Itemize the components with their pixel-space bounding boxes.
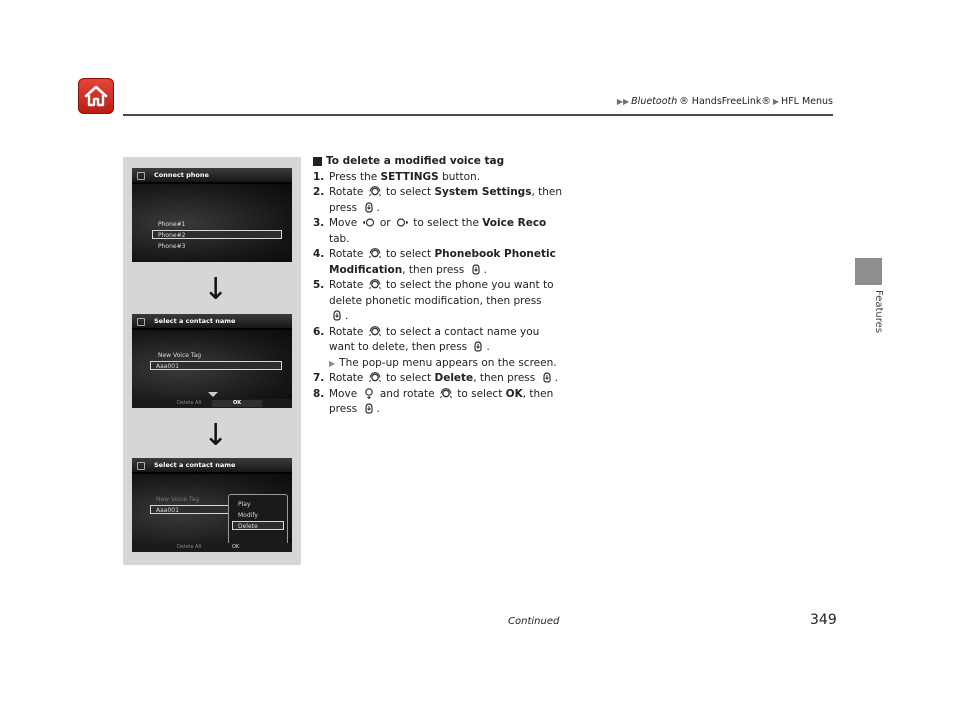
- step-text: Rotate: [329, 279, 367, 291]
- step-text: want to delete, then press: [329, 341, 471, 353]
- screen-header: [132, 314, 292, 328]
- step-2: [313, 185, 563, 216]
- enter-press-icon: [470, 264, 482, 275]
- step-keyword: SETTINGS: [380, 170, 439, 183]
- step-number: 3.: [313, 217, 325, 229]
- screenshot-panel: [123, 157, 301, 565]
- delete-all-button[interactable]: Delete All: [177, 400, 202, 406]
- step-keyword: OK: [505, 387, 523, 400]
- list-item[interactable]: New Voice Tag: [158, 352, 202, 359]
- step-number: 2.: [313, 186, 325, 198]
- enter-press-icon: [363, 403, 375, 414]
- header-rule: [123, 114, 833, 116]
- ok-button[interactable]: OK: [212, 400, 262, 407]
- section-tab-label: Features: [873, 290, 884, 333]
- page-number: 349: [810, 612, 837, 628]
- enter-press-icon: [541, 372, 553, 383]
- step-8: [313, 387, 563, 418]
- breadcrumb-hfl-menus[interactable]: HFL Menus: [781, 96, 833, 107]
- step-keyword: System Settings: [434, 186, 532, 198]
- step-text: to select a contact name you: [382, 325, 540, 338]
- screen-footer: [132, 543, 292, 552]
- down-arrow-icon: ↓: [203, 418, 229, 453]
- step-1: [313, 170, 563, 186]
- screen-select-contact: [132, 314, 292, 408]
- continued-label: Continued: [508, 616, 560, 627]
- step-text: .: [483, 263, 487, 276]
- screen-footer: [132, 399, 292, 408]
- popup-item-play[interactable]: Play: [238, 501, 251, 508]
- step-6: [313, 325, 563, 356]
- step-text: Move: [329, 217, 361, 229]
- step-3: [313, 216, 563, 247]
- step-number: 4.: [313, 248, 325, 260]
- breadcrumb-bluetooth[interactable]: Bluetooth: [631, 96, 678, 107]
- move-down-icon: [363, 388, 375, 399]
- step-text: Rotate: [329, 248, 367, 260]
- step-keyword: Phonebook Phonetic: [434, 248, 556, 260]
- step-4: [313, 247, 563, 278]
- screen-connect-phone: [132, 168, 292, 262]
- step-text: .: [345, 310, 349, 322]
- enter-press-icon: [472, 341, 484, 352]
- step-text: Press the: [329, 170, 381, 183]
- settings-icon: [137, 172, 145, 180]
- step-number: 6.: [313, 325, 325, 338]
- step-text: to select: [382, 248, 435, 260]
- home-icon: [83, 84, 109, 108]
- step-text: , then: [531, 186, 563, 198]
- breadcrumb-arrow-icon: ▶: [772, 97, 780, 106]
- list-item[interactable]: New Voice Tag: [156, 496, 200, 503]
- settings-icon: [137, 462, 145, 470]
- breadcrumb-arrow-icon: ▶▶: [616, 97, 630, 106]
- screen-title: Select a contact name: [154, 461, 236, 469]
- step-text: press: [329, 201, 361, 214]
- step-text: , then press: [473, 372, 539, 384]
- interface-dial-icon: [369, 248, 381, 259]
- interface-dial-icon: [440, 388, 452, 399]
- step-text: or: [376, 217, 394, 229]
- screen-header: [132, 458, 292, 472]
- step-text: , then press: [402, 263, 468, 276]
- chevron-down-icon: [208, 392, 218, 398]
- step-text: to select the phone you want to: [382, 279, 554, 291]
- list-item[interactable]: Phone#1: [158, 221, 186, 228]
- list-item-selected[interactable]: Aaa001: [150, 505, 230, 514]
- step-text: .: [486, 341, 490, 353]
- step-text: press: [329, 403, 361, 415]
- step-text: to select the: [409, 217, 483, 229]
- screen-body: [132, 330, 292, 408]
- list-item[interactable]: Phone#3: [158, 243, 186, 250]
- enter-press-icon: [363, 202, 375, 213]
- step-text: Move: [329, 387, 361, 400]
- step-text: button.: [438, 170, 481, 183]
- heading-text: To delete a modified voice tag: [326, 155, 505, 167]
- step-text: Rotate: [329, 372, 367, 384]
- move-left-icon: [363, 217, 375, 228]
- screen-body: [132, 474, 292, 552]
- screen-select-contact-popup: [132, 458, 292, 552]
- step-7: [313, 371, 563, 387]
- breadcrumb-handsfreelink[interactable]: ® HandsFreeLink®: [679, 96, 771, 107]
- list-item-selected[interactable]: Phone#2: [152, 230, 282, 239]
- breadcrumb: [617, 96, 833, 107]
- step-6-note: [313, 356, 563, 372]
- settings-icon: [137, 318, 145, 326]
- step-text: to select: [382, 372, 435, 384]
- enter-press-icon: [331, 310, 343, 321]
- step-text: .: [376, 403, 380, 415]
- instructions: [313, 154, 563, 418]
- list-item-selected[interactable]: Aaa001: [150, 361, 282, 370]
- step-text: to select: [453, 387, 506, 400]
- delete-all-button[interactable]: Delete All: [177, 544, 202, 550]
- step-text: and rotate: [376, 387, 438, 400]
- step-number: 7.: [313, 372, 325, 384]
- step-text: Rotate: [329, 325, 367, 338]
- step-text: , then: [522, 387, 554, 400]
- bullet-square-icon: [313, 157, 322, 166]
- screen-title: Select a contact name: [154, 317, 236, 325]
- step-text: delete phonetic modification, then press: [329, 294, 542, 307]
- step-number: 8.: [313, 387, 325, 400]
- note-text: The pop-up menu appears on the screen.: [339, 356, 557, 369]
- note-arrow-icon: ▶: [329, 358, 336, 368]
- screen-title: Connect phone: [154, 171, 209, 179]
- interface-dial-icon: [369, 279, 381, 290]
- step-5: [313, 278, 563, 325]
- interface-dial-icon: [369, 186, 381, 197]
- step-text: to select: [382, 186, 435, 198]
- popup-item-modify[interactable]: Modify: [238, 512, 258, 519]
- step-keyword: Modification: [329, 263, 403, 276]
- step-text: tab.: [329, 232, 350, 245]
- ok-button[interactable]: OK: [232, 544, 240, 550]
- move-right-icon: [396, 217, 408, 228]
- screen-header: [132, 168, 292, 182]
- section-tab-marker[interactable]: [855, 258, 882, 285]
- interface-dial-icon: [369, 326, 381, 337]
- step-number: 1.: [313, 170, 325, 183]
- popup-item-delete[interactable]: Delete: [232, 521, 284, 530]
- step-text: .: [376, 201, 380, 214]
- down-arrow-icon: ↓: [203, 272, 229, 307]
- screen-body: [132, 184, 292, 262]
- step-text: Rotate: [329, 186, 367, 198]
- step-keyword: Delete: [434, 372, 474, 384]
- step-keyword: Voice Reco: [482, 217, 547, 229]
- instructions-heading: [313, 154, 563, 170]
- step-number: 5.: [313, 279, 325, 291]
- interface-dial-icon: [369, 372, 381, 383]
- home-button[interactable]: [78, 78, 114, 114]
- step-text: .: [554, 372, 558, 384]
